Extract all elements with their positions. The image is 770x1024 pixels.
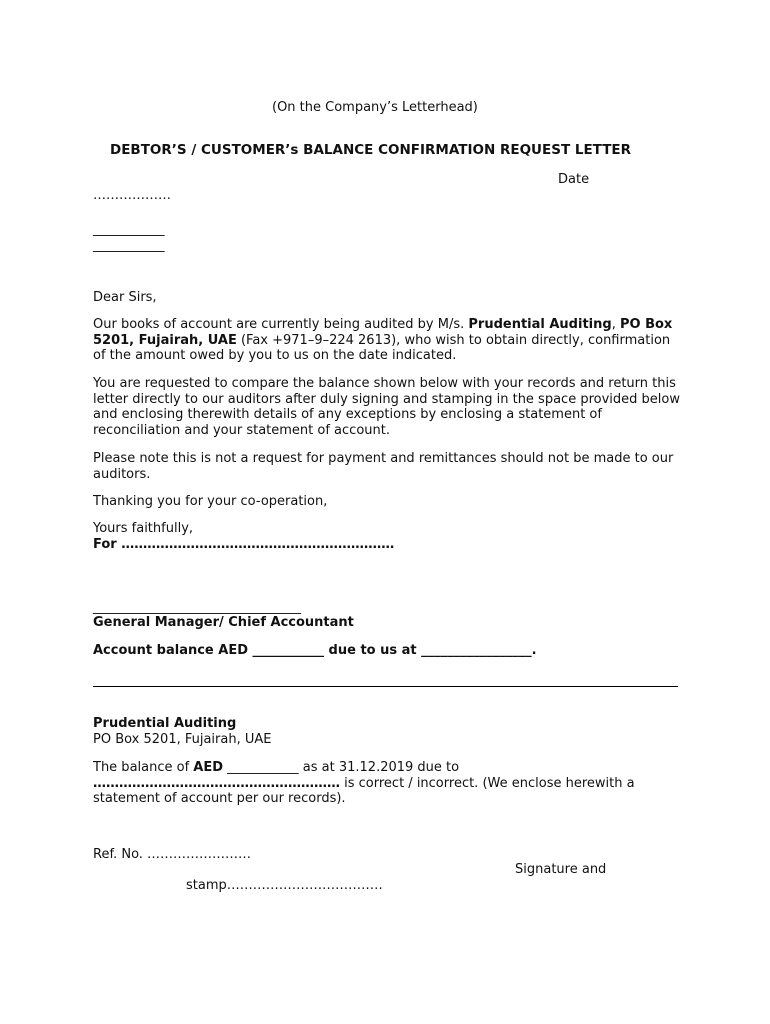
- stamp-line: stamp………………………………: [186, 878, 383, 893]
- paragraph-payment-note: Please note this is not a request for payment and remittances should not be made to our auditors.: [93, 451, 674, 482]
- section-divider: [93, 686, 678, 687]
- bal-prefix: The balance of: [93, 760, 194, 775]
- bal-dots: …………………………………………………: [93, 775, 340, 791]
- thanks-line: Thanking you for your co-operation,: [93, 494, 328, 509]
- account-balance-line: Account balance AED ___________ due to us at _________________.: [93, 643, 537, 658]
- salutation: Dear Sirs,: [93, 290, 157, 305]
- paragraph-audit-notice: [93, 317, 683, 364]
- bal-suffix: is correct / incorrect. (We enclose herewith a statement of account per our records).: [93, 775, 635, 806]
- for-line: For ………………………………………………………: [93, 537, 395, 552]
- reference-number: Ref. No. ……………………: [93, 847, 252, 862]
- address-line-2: ___________: [93, 238, 165, 253]
- bal-middle: ___________ as at 31.12.2019 due to: [223, 760, 460, 775]
- p1-comma: ,: [611, 317, 616, 332]
- bal-currency: AED: [193, 760, 224, 775]
- reply-balance-statement: [93, 760, 653, 807]
- signature-line: ________________________________: [93, 600, 301, 615]
- reply-firm-name: Prudential Auditing: [93, 716, 237, 731]
- closing: Yours faithfully,: [93, 521, 194, 536]
- auditor-firm-name: Prudential Auditing: [468, 317, 612, 332]
- letter-title: DEBTOR’S / CUSTOMER’s BALANCE CONFIRMATION REQUEST LETTER: [110, 142, 632, 158]
- reply-firm-address: PO Box 5201, Fujairah, UAE: [93, 732, 272, 747]
- letterhead-note: (On the Company’s Letterhead): [272, 100, 478, 115]
- date-dots: ………………: [93, 188, 171, 203]
- auditor-address: PO Box 5201, Fujairah, UAE: [93, 317, 673, 348]
- address-line-1: ___________: [93, 222, 165, 237]
- signatory-title: General Manager/ Chief Accountant: [93, 615, 354, 630]
- date-label: Date: [558, 172, 590, 187]
- signature-label: Signature and: [515, 862, 607, 877]
- p1-fax-and-request: (Fax +971–9–224 2613), who wish to obtain directly, confirmation of the amount owed by you to us on the date indicated.: [93, 332, 671, 363]
- paragraph-compare-request: You are requested to compare the balance shown below with your records and return this letter directly to our auditors after duly signing and stamping in the space provided below and enclosing therewith details of any exceptions by enclosing a statement of reconciliation and your statement of account.: [93, 376, 680, 438]
- p1-intro: Our books of account are currently being audited by M/s.: [93, 317, 465, 332]
